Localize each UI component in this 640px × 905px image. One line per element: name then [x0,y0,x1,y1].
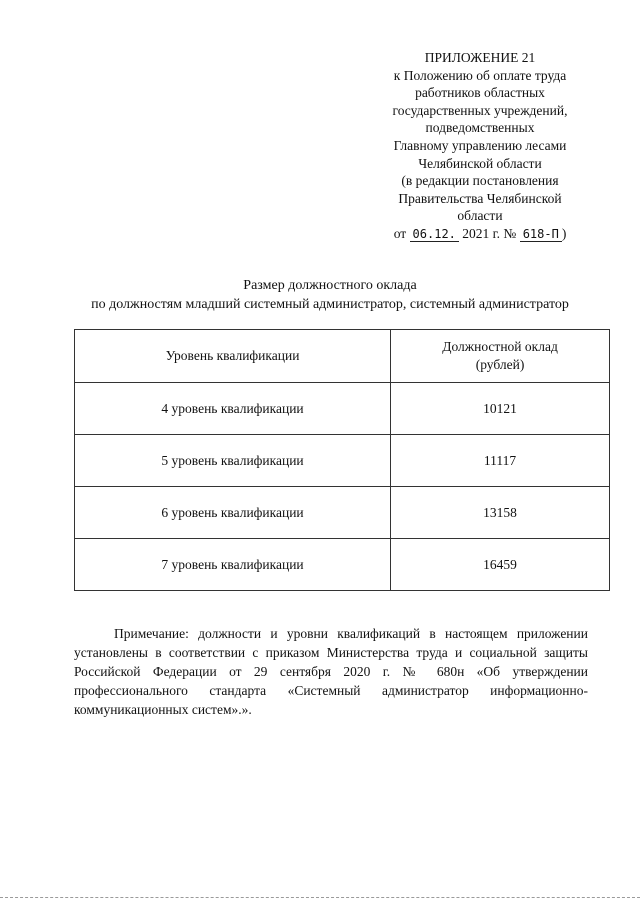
appendix-line: подведомственных [425,120,535,136]
handwritten-date: 06.12. [410,227,459,242]
table-row [75,487,610,539]
level-cell: 4 уровень квалификации [75,383,391,435]
column-header-salary [391,330,610,383]
table-row [75,435,610,487]
table-header-row [75,330,610,383]
appendix-date-line [370,225,590,243]
closing-paren: ) [561,225,567,241]
appendix-line: государственных учреждений, [392,102,568,118]
level-cell: 7 уровень квалификации [75,539,391,591]
title-line-2: по должностям младший системный администратор, системный администратор [91,297,569,312]
salary-cell: 13158 [391,487,610,539]
handwritten-number: 618-П [520,227,562,242]
title-line-1: Размер должностного оклада [243,278,417,293]
appendix-line: (в редакции постановления [401,173,559,189]
appendix-header [370,49,590,243]
appendix-line: области [457,208,503,224]
table-row [75,539,610,591]
scan-edge-divider [0,897,640,899]
salary-cell: 10121 [391,383,610,435]
document-title [40,276,620,314]
appendix-line: к Положению об оплате труда [393,67,567,83]
appendix-line: Правительства Челябинской [398,190,562,206]
date-prefix: от [393,225,407,241]
appendix-line: Челябинской области [418,155,542,171]
column-header-level: Уровень квалификации [75,330,391,383]
level-cell: 6 уровень квалификации [75,487,391,539]
salary-cell: 16459 [391,539,610,591]
year-text: 2021 г. № [462,225,517,241]
footnote: Примечание: должности и уровни квалификаций в настоящем приложении установлены в соответствии с приказом Министерства труда и социальной защиты Российской Федерации от 29 сентября 2020 г. № 680н «Об утверждении профессионального стандарта «Системный администратор информационно-коммуникационных систем».». [74,625,588,718]
appendix-title: ПРИЛОЖЕНИЕ 21 [424,50,536,65]
table-row [75,383,610,435]
salary-table [74,329,610,591]
column-header-salary-line-2: (рублей) [475,357,525,372]
appendix-line: работников областных [415,85,545,101]
column-header-salary-line-1: Должностной оклад [442,339,558,354]
salary-cell: 11117 [391,435,610,487]
appendix-line: Главному управлению лесами [393,137,567,153]
level-cell: 5 уровень квалификации [75,435,391,487]
